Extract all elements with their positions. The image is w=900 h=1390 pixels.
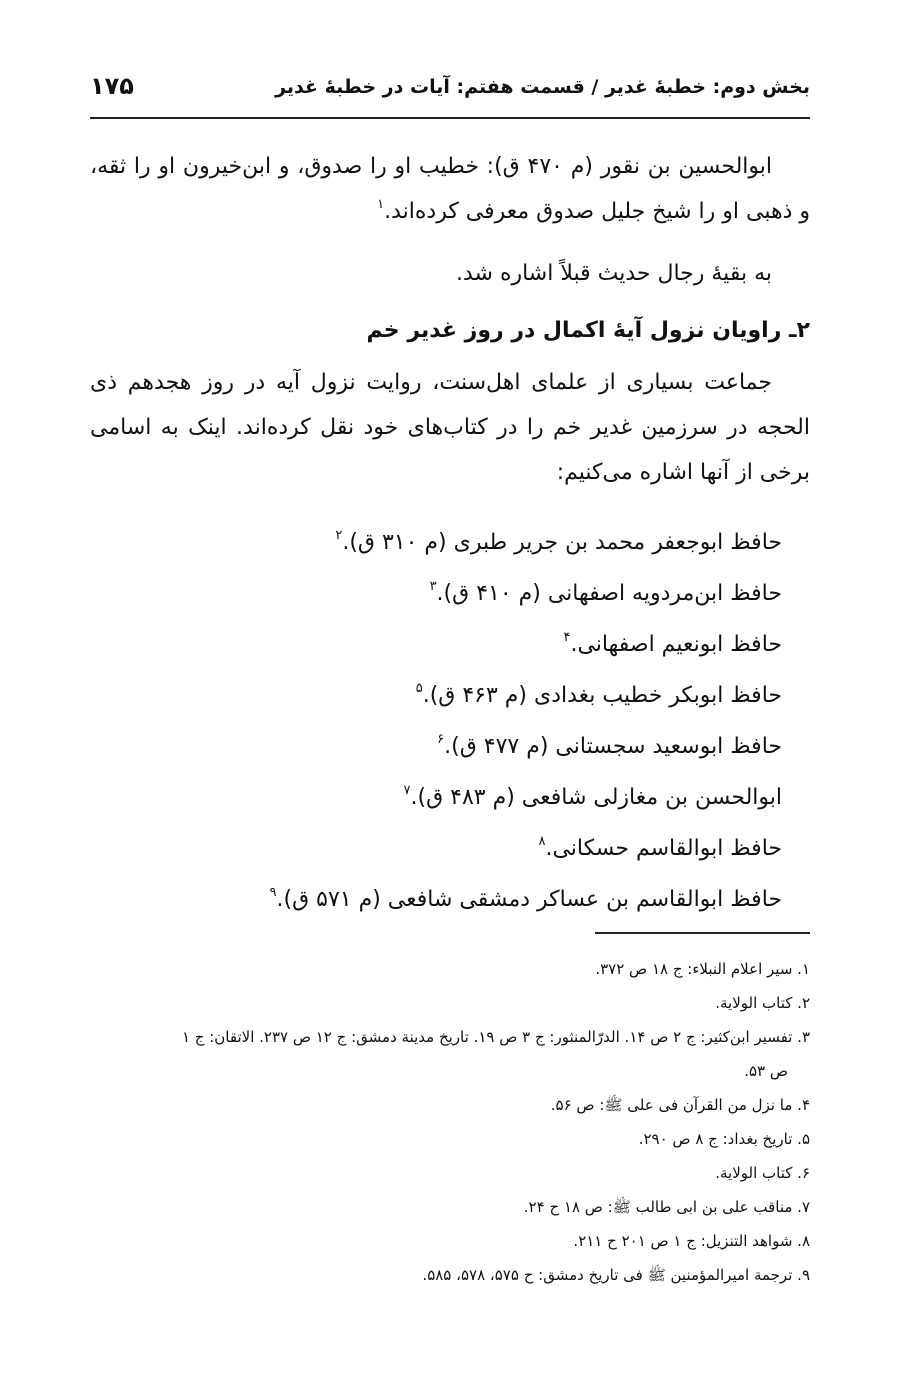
footnote-ref: ۴ <box>563 629 571 645</box>
paragraph-ibn-naqqur <box>90 144 810 234</box>
paragraph-intro <box>90 360 810 495</box>
paragraph-text: جماعت بسیاری از علمای اهل‌سنت، روایت نزول آیه در روز هجدهم ذی الحجه در سرزمین غدیر خم را در کتاب‌های خود نقل کرده‌اند. اینک به اسامی برخی از آنها اشاره می‌کنیم: <box>90 370 810 485</box>
footnote-divider <box>595 932 810 934</box>
narrator-text: حافظ ابوسعید سجستانی (م ۴۷۷ ق). <box>444 734 782 759</box>
footnote: ۶. کتاب الولایة. <box>715 1164 810 1182</box>
footnote-ref: ۱ <box>377 196 385 212</box>
footnote-ref: ۳ <box>429 578 437 594</box>
narrator-item <box>270 619 782 670</box>
narrator-item <box>270 823 782 874</box>
page-number: ۱۷۵ <box>90 72 134 100</box>
narrator-text: حافظ ابونعیم اصفهانی. <box>570 632 782 657</box>
footnote: ۱. سیر اعلام النبلاء: ج ۱۸ ص ۳۷۲. <box>595 960 810 978</box>
narrator-item <box>270 670 782 721</box>
running-header-title: بخش دوم: خطبهٔ غدیر / قسمت هفتم: آیات در خطبهٔ غدیر <box>275 76 810 98</box>
narrator-text: ابوالحسن بن مغازلی شافعی (م ۴۸۳ ق). <box>410 785 782 810</box>
footnote-ref: ۹ <box>269 884 277 900</box>
footnote: ۲. کتاب الولایة. <box>715 994 810 1012</box>
narrators-list <box>270 517 782 925</box>
narrator-item <box>270 874 782 925</box>
footnote: ۴. ما نزل من القرآن فی علی ﷺ: ص ۵۶. <box>550 1096 810 1114</box>
paragraph-rest-of-narrators <box>90 251 810 296</box>
footnotes <box>90 952 810 1292</box>
footnote-ref: ۷ <box>403 782 411 798</box>
narrator-item <box>270 568 782 619</box>
narrator-item <box>270 772 782 823</box>
header-divider <box>90 117 810 119</box>
narrator-item <box>270 517 782 568</box>
footnote: ۷. مناقب علی بن ابی طالب ﷺ: ص ۱۸ ح ۲۴. <box>523 1198 810 1216</box>
footnote-ref: ۶ <box>437 731 445 747</box>
footnote-ref: ۲ <box>335 527 343 543</box>
footnote: ۹. ترجمة امیرالمؤمنین ﷺ فی تاریخ دمشق: ح ۵۷۵، ۵۷۸، ۵۸۵. <box>422 1266 810 1284</box>
footnote: ۸. شواهد التنزیل: ج ۱ ص ۲۰۱ ح ۲۱۱. <box>573 1232 810 1250</box>
footnote-ref: ۸ <box>538 833 546 849</box>
narrator-text: حافظ ابوجعفر محمد بن جریر طبری (م ۳۱۰ ق). <box>342 530 782 555</box>
section-heading: ۲ـ راویان نزول آیهٔ اکمال در روز غدیر خم <box>366 318 810 343</box>
footnote-continuation: ص ۵۳. <box>744 1062 788 1080</box>
paragraph-text: ابوالحسین بن نقور (م ۴۷۰ ق): خطیب او را صدوق، و ابن‌خیرون او را ثقه، و ذهبی او را شیخ جلیل صدوق معرفی کرده‌اند. <box>90 154 810 224</box>
narrator-text: حافظ ابوبکر خطیب بغدادی (م ۴۶۳ ق). <box>422 683 782 708</box>
footnote-ref: ۵ <box>415 680 423 696</box>
narrator-text: حافظ ابوالقاسم حسکانی. <box>545 836 782 861</box>
narrator-item <box>270 721 782 772</box>
narrator-text: حافظ ابن‌مردویه اصفهانی (م ۴۱۰ ق). <box>436 581 782 606</box>
narrator-text: حافظ ابوالقاسم بن عساکر دمشقی شافعی (م ۵۷۱ ق). <box>276 887 782 912</box>
footnote: ۵. تاریخ بغداد: ج ۸ ص ۲۹۰. <box>638 1130 810 1148</box>
footnote: ۳. تفسیر ابن‌کثیر: ج ۲ ص ۱۴. الدرّالمنثور: ج ۳ ص ۱۹. تاریخ مدینة دمشق: ج ۱۲ ص ۲۳۷. الاتقان: ج ۱ <box>181 1028 810 1046</box>
paragraph-text: به بقیهٔ رجال حدیث قبلاً اشاره شد. <box>455 261 772 286</box>
